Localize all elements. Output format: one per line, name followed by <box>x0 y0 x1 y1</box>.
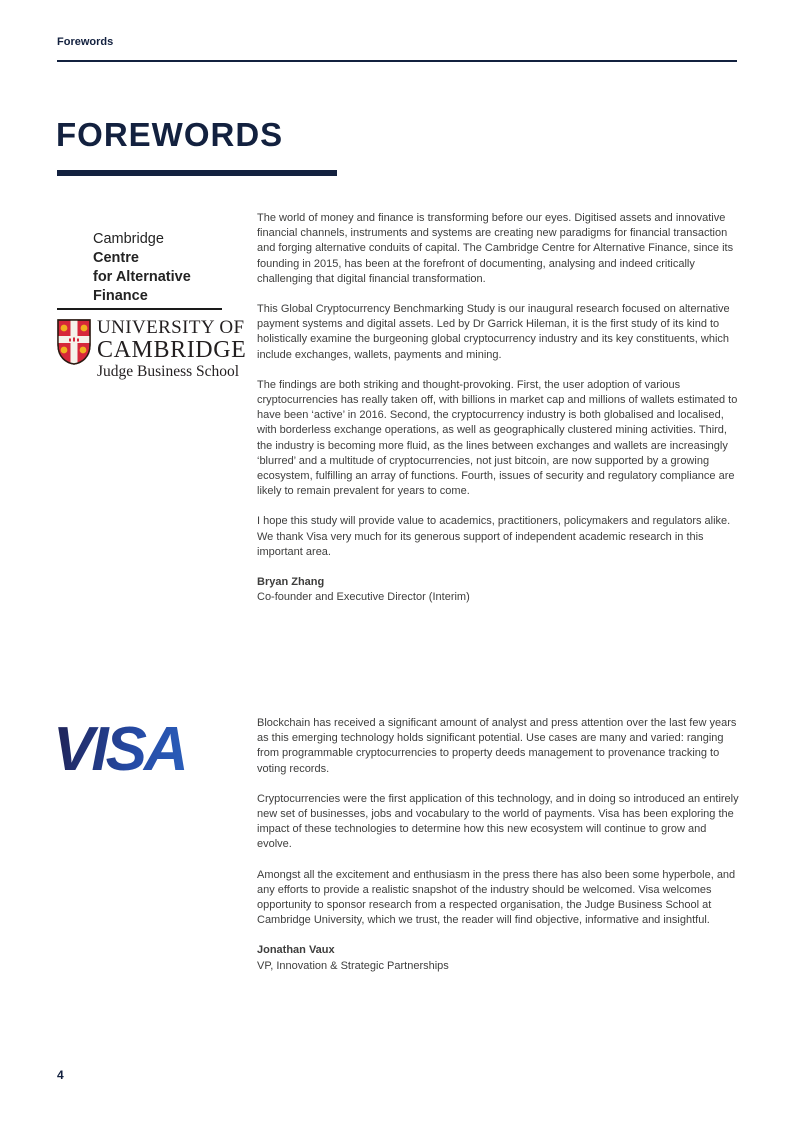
ccaf-logo-line: for Alternative <box>93 269 191 285</box>
cambridge-crest-icon <box>57 316 91 368</box>
cambridge-logo-line: Judge Business School <box>97 363 240 380</box>
foreword-visa-text <box>257 716 739 974</box>
paragraph: This Global Cryptocurrency Benchmarking Study is our inaugural research focused on alternative payment systems and digital assets. Led by Dr Garrick Hileman, it is the first study of its kind to holistically examine the burgeoning global cryptocurrency industry and its key constituents, which include exchanges, wallets, payments and mining. <box>257 303 730 361</box>
header-rule <box>57 60 737 62</box>
cambridge-logo-line: UNIVERSITY OF <box>97 317 245 338</box>
cambridge-logo-text <box>97 316 246 382</box>
ccaf-logo-line: Finance <box>93 288 148 304</box>
ccaf-logo <box>93 230 191 306</box>
paragraph: I hope this study will provide value to academics, practitioners, policymakers and regulators alike. We thank Visa very much for its generous support of independent academic research in this important area. <box>257 515 731 558</box>
paragraph: Cryptocurrencies were the first application of this technology, and in doing so introduced an entirely new set of businesses, jobs and vocabulary to the world of payments. Visa has been exploring the impact of these technologies to determine how this new ecosystem will continue to grow and evolve. <box>257 792 739 851</box>
ccaf-logo-line: Centre <box>93 250 139 266</box>
paragraph: Amongst all the excitement and enthusiasm in the press there has also been some hyperbole, and any efforts to provide a realistic snapshot of the industry should be welcomed. Visa welcomes opportunity to sponsor research from a respected organisation, the Judge Business School at Cambridge University, which we trust, the reader will find objective, informative and insightful. <box>257 868 736 927</box>
logo-divider <box>57 308 222 310</box>
foreword-ccaf-text <box>257 211 739 605</box>
ccaf-logo-line: Cambridge <box>93 231 164 247</box>
cambridge-university-logo <box>57 316 246 382</box>
signature-name: Jonathan Vaux <box>257 944 335 957</box>
visa-logo: VISA <box>53 715 186 784</box>
paragraph: The findings are both striking and thought-provoking. First, the user adoption of various cryptocurrencies has really taken off, with billions in market cap and millions of wallets estimated to have been ‘active’ in 2016. Second, the cryptocurrency industry is both globalised and localised, with borderless exchange operations, as well as geographically clustered mining activities. Third, the industry is becoming more fluid, as the lines between exchanges and wallets are increasingly ‘blurred’ and a multitude of cryptocurrencies, not just bitcoin, are now supported by a growing ecosystem, fulfilling an array of functions. Fourth, issues of security and regulatory compliance are likely to remain prevalent for years to come. <box>257 378 738 498</box>
page-title: FOREWORDS <box>56 116 284 153</box>
signature-role: Co-founder and Executive Director (Interim) <box>257 591 470 604</box>
signature-role: VP, Innovation & Strategic Partnerships <box>257 959 449 972</box>
running-header: Forewords <box>57 36 114 48</box>
paragraph: The world of money and finance is transforming before our eyes. Digitised assets and innovative financial channels, instruments and systems are creating new paradigms for financial transaction and forging alternative conduits of capital. The Cambridge Centre for Alternative Finance, since its founding in 2015, has been at the forefront of documenting, analysing and indeed critically challenging that digital financial transformation. <box>257 212 734 285</box>
title-underline <box>57 170 337 176</box>
cambridge-logo-line: CAMBRIDGE <box>97 337 247 363</box>
signature-name: Bryan Zhang <box>257 576 325 589</box>
paragraph: Blockchain has received a significant amount of analyst and press attention over the last few years as this emerging technology holds significant potential. Use cases are many and varied: ranging from programmable cryptocurrencies to property deeds management to provenance tracking to voting records. <box>257 717 737 775</box>
page-number: 4 <box>57 1068 64 1082</box>
